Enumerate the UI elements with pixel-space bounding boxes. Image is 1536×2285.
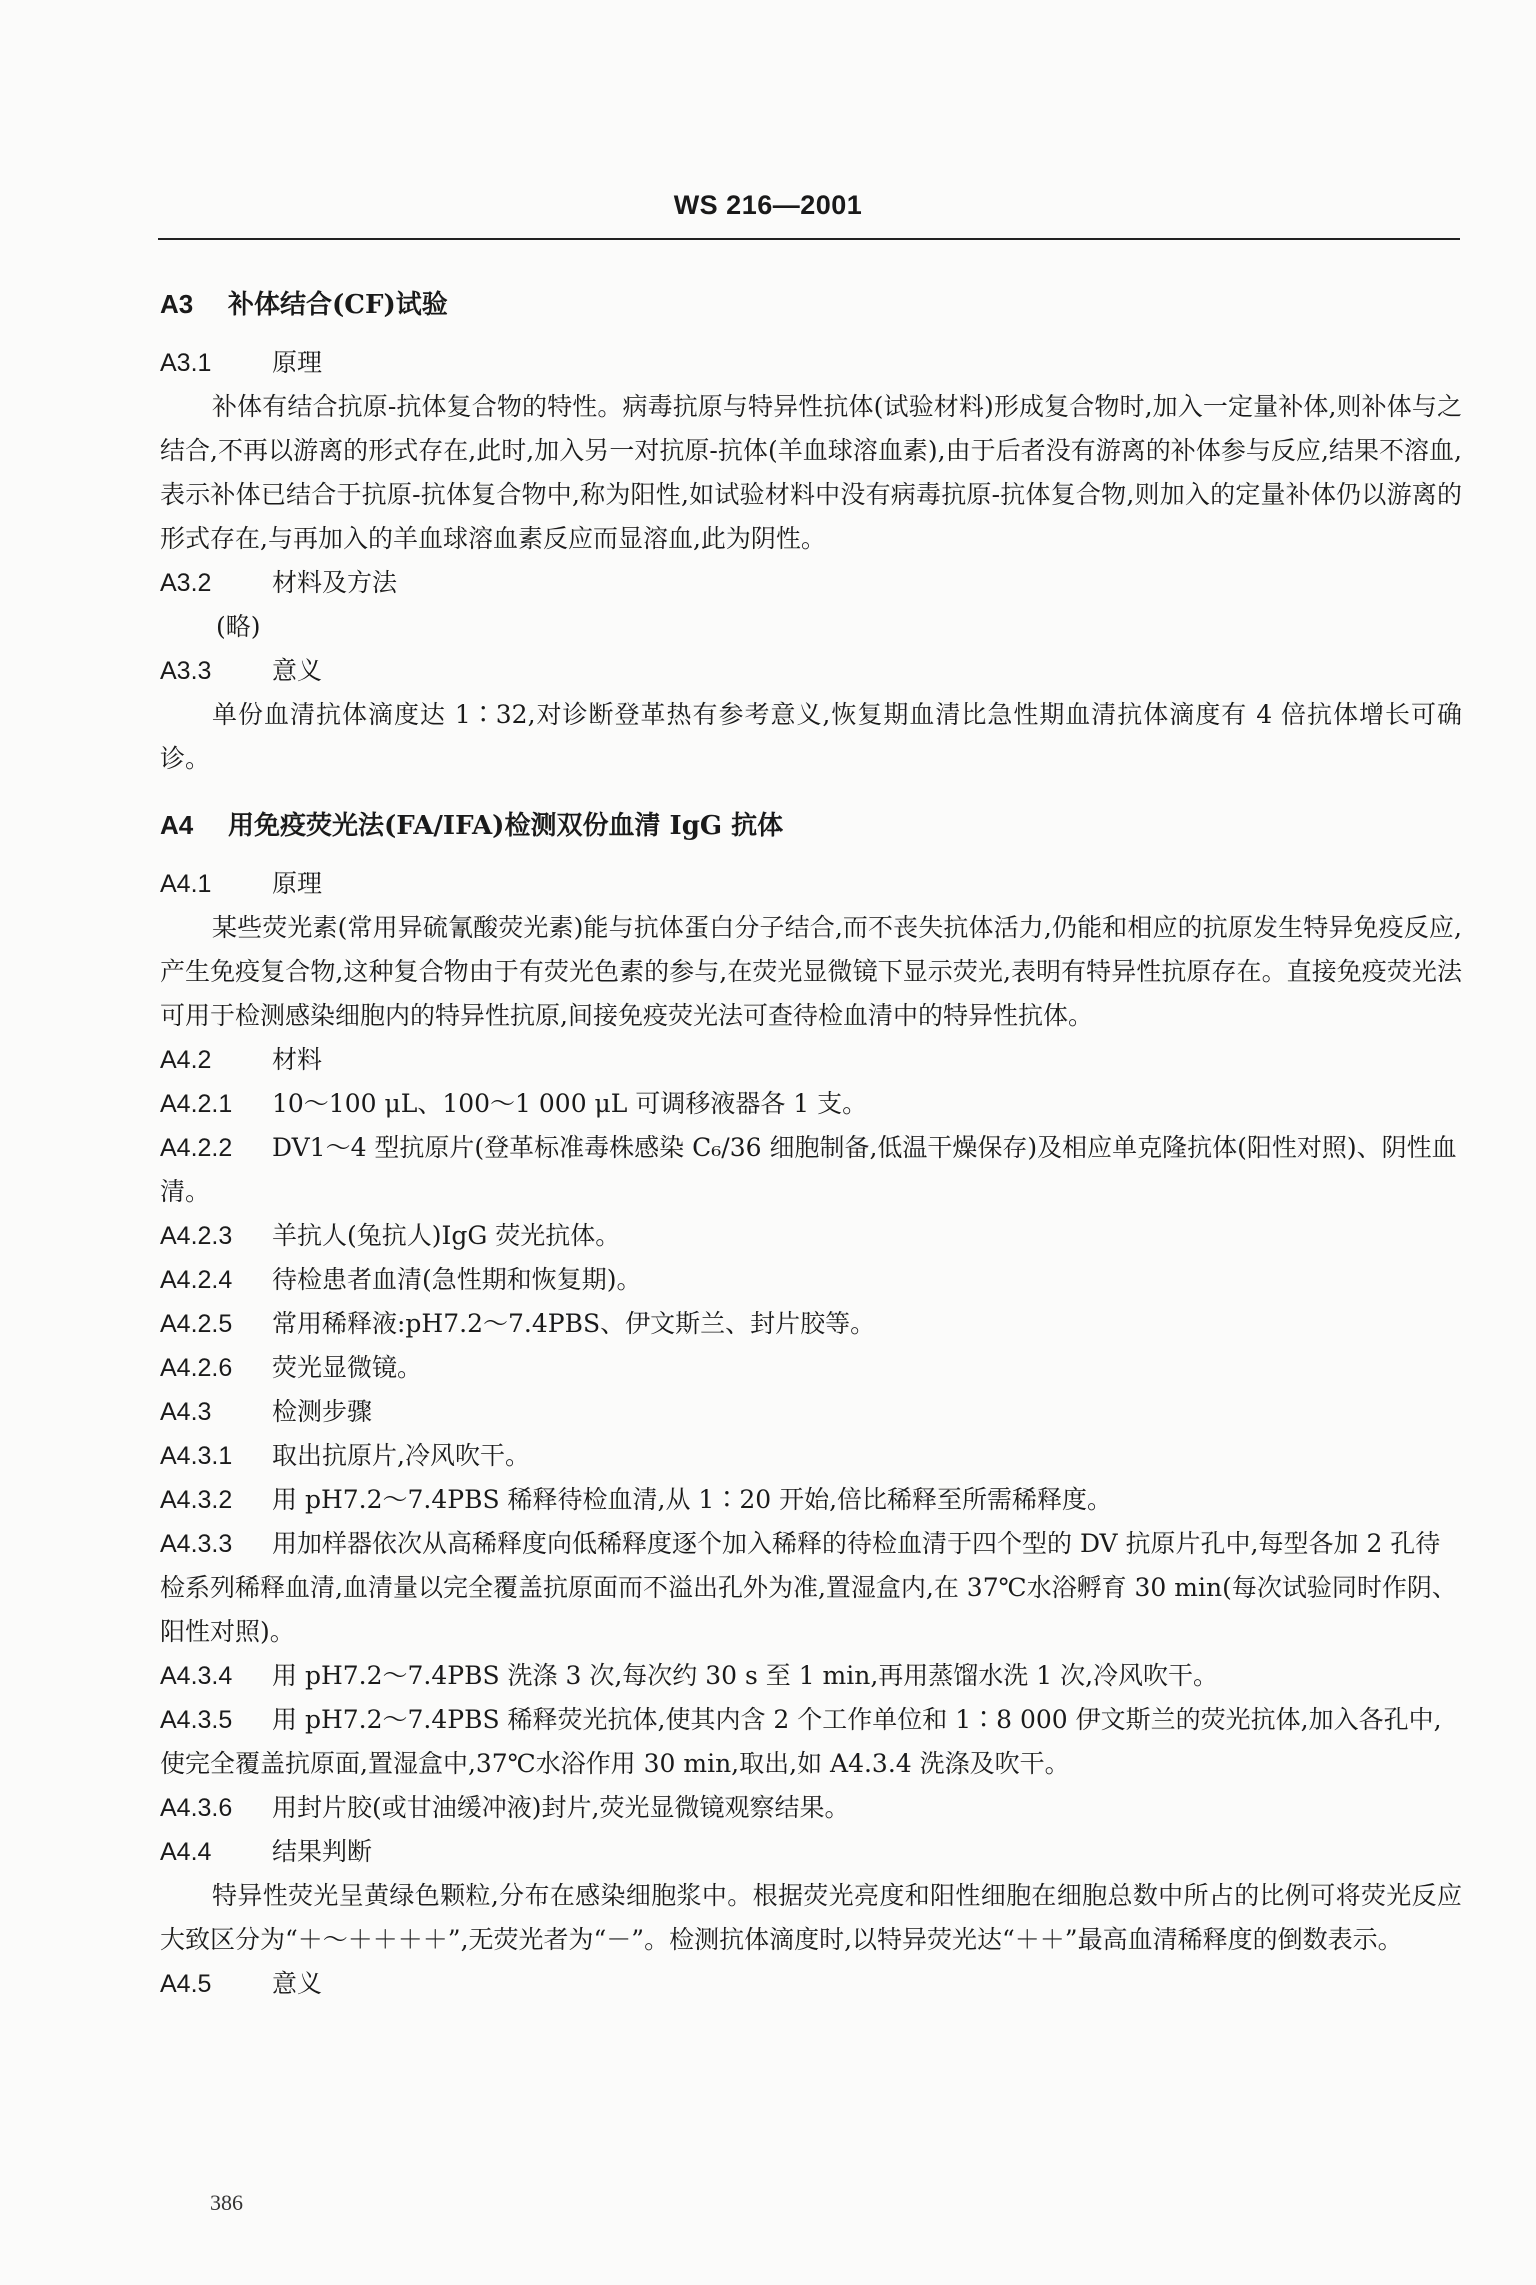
numbered-item (160, 1654, 1462, 1698)
numbered-item (160, 1214, 1462, 1258)
subsection-heading (160, 341, 1462, 385)
clause-text: 取出抗原片,冷风吹干。 (272, 1441, 530, 1470)
clause-text: 检测步骤 (272, 1397, 373, 1426)
clause-number: A4.3.3 (160, 1530, 233, 1558)
document-code-header: WS 216—2001 (673, 190, 863, 220)
clause-text: 羊抗人(兔抗人)IgG 荧光抗体。 (272, 1221, 621, 1250)
page-number: 386 (210, 2190, 243, 2215)
clause-number: A3.2 (160, 569, 212, 597)
clause-text: 材料及方法 (272, 568, 398, 597)
section-heading (160, 282, 1462, 327)
numbered-item (160, 1478, 1462, 1522)
clause-number: A4.2.2 (160, 1134, 233, 1162)
clause-number: A4.2.4 (160, 1266, 233, 1294)
clause-text: 用 pH7.2～7.4PBS 稀释待检血清,从 1∶20 开始,倍比稀释至所需稀释度。 (272, 1485, 1113, 1514)
numbered-item (160, 1346, 1462, 1390)
clause-number: A4.2.3 (160, 1222, 233, 1250)
numbered-item (160, 1082, 1462, 1126)
body-paragraph: 单份血清抗体滴度达 1∶32,对诊断登革热有参考意义,恢复期血清比急性期血清抗体滴度有 4 倍抗体增长可确诊。 (160, 700, 1462, 773)
clause-text: 材料 (272, 1045, 323, 1074)
clause-text: DV1～4 型抗原片(登革标准毒株感染 C₆/36 细胞制备,低温干燥保存)及相应单克隆抗体(阳性对照)、阴性血清。 (160, 1133, 1457, 1206)
clause-text: 用 pH7.2～7.4PBS 稀释荧光抗体,使其内含 2 个工作单位和 1∶8 000 伊文斯兰的荧光抗体,加入各孔中,使完全覆盖抗原面,置湿盒中,37℃水浴作用 30 min,取出,如 A4.3.4 洗涤及吹干。 (160, 1705, 1442, 1778)
omitted-note: (略) (216, 612, 261, 641)
numbered-item (160, 1522, 1462, 1654)
clause-text: 用免疫荧光法(FA/IFA)检测双份血清 IgG 抗体 (228, 811, 784, 841)
clause-number: A4.1 (160, 870, 212, 898)
clause-text: 用 pH7.2～7.4PBS 洗涤 3 次,每次约 30 s 至 1 min,再用蒸馏水洗 1 次,冷风吹干。 (272, 1661, 1219, 1690)
clause-number: A3.1 (160, 349, 212, 377)
body-paragraph: 某些荧光素(常用异硫氰酸荧光素)能与抗体蛋白分子结合,而不丧失抗体活力,仍能和相应的抗原发生特异免疫反应,产生免疫复合物,这种复合物由于有荧光色素的参与,在荧光显微镜下显示荧光,表明有特异性抗原存在。直接免疫荧光法可用于检测感染细胞内的特异性抗原,间接免疫荧光法可查待检血清中的特异性抗体。 (160, 913, 1462, 1030)
clause-number: A4 (160, 810, 194, 840)
body-paragraph: 补体有结合抗原-抗体复合物的特性。病毒抗原与特异性抗体(试验材料)形成复合物时,加入一定量补体,则补体与之结合,不再以游离的形式存在,此时,加入另一对抗原-抗体(羊血球溶血素),由于后者没有游离的补体参与反应,结果不溶血,表示补体已结合于抗原-抗体复合物中,称为阳性,如试验材料中没有病毒抗原-抗体复合物,则加入的定量补体仍以游离的形式存在,与再加入的羊血球溶血素反应而显溶血,此为阴性。 (160, 392, 1462, 553)
clause-text: 意义 (272, 1969, 323, 1998)
subsection-heading (160, 1830, 1462, 1874)
clause-number: A4.3.2 (160, 1486, 233, 1514)
subsection-heading (160, 862, 1462, 906)
subsection-heading (160, 649, 1462, 693)
clause-number: A4.5 (160, 1970, 212, 1998)
clause-text: 用封片胶(或甘油缓冲液)封片,荧光显微镜观察结果。 (272, 1793, 850, 1822)
clause-number: A4.3 (160, 1398, 212, 1426)
numbered-item (160, 1698, 1462, 1786)
clause-text: 待检患者血清(急性期和恢复期)。 (272, 1265, 642, 1294)
clause-number: A3 (160, 289, 194, 319)
subsection-heading (160, 1390, 1462, 1434)
numbered-item (160, 1434, 1462, 1478)
clause-text: 原理 (272, 348, 323, 377)
numbered-item (160, 1126, 1462, 1214)
subsection-heading (160, 1962, 1462, 2006)
numbered-item (160, 1302, 1462, 1346)
clause-text: 10～100 μL、100～1 000 μL 可调移液器各 1 支。 (272, 1089, 868, 1118)
clause-number: A4.2.5 (160, 1310, 233, 1338)
numbered-item (160, 1786, 1462, 1830)
clause-text: 用加样器依次从高稀释度向低稀释度逐个加入稀释的待检血清于四个型的 DV 抗原片孔中,每型各加 2 孔待检系列稀释血清,血清量以完全覆盖抗原面而不溢出孔外为准,置湿盒内,在 37℃水浴孵育 30 min(每次试验同时作阴、阳性对照)。 (160, 1529, 1457, 1646)
clause-text: 补体结合(CF)试验 (228, 290, 448, 320)
subsection-heading (160, 561, 1462, 605)
clause-text: 意义 (272, 656, 323, 685)
body-paragraph: 特异性荧光呈黄绿色颗粒,分布在感染细胞浆中。根据荧光亮度和阳性细胞在细胞总数中所占的比例可将荧光反应大致区分为“＋～＋＋＋＋”,无荧光者为“－”。检测抗体滴度时,以特异荧光达“＋＋”最高血清稀释度的倒数表示。 (160, 1881, 1462, 1954)
clause-number: A4.3.1 (160, 1442, 233, 1470)
section-heading (160, 803, 1462, 848)
clause-number: A4.2 (160, 1046, 212, 1074)
clause-number: A4.2.6 (160, 1354, 233, 1382)
clause-text: 原理 (272, 869, 323, 898)
clause-number: A4.4 (160, 1838, 212, 1866)
clause-number: A4.2.1 (160, 1090, 233, 1118)
header-rule (158, 238, 1460, 240)
clause-text: 荧光显微镜。 (272, 1353, 423, 1382)
numbered-item (160, 1258, 1462, 1302)
clause-text: 常用稀释液:pH7.2～7.4PBS、伊文斯兰、封片胶等。 (272, 1309, 876, 1338)
clause-number: A3.3 (160, 657, 212, 685)
clause-text: 结果判断 (272, 1837, 373, 1866)
subsection-heading (160, 1038, 1462, 1082)
clause-number: A4.3.5 (160, 1706, 233, 1734)
clause-number: A4.3.6 (160, 1794, 233, 1822)
clause-number: A4.3.4 (160, 1662, 233, 1690)
page-body (160, 282, 1462, 2006)
